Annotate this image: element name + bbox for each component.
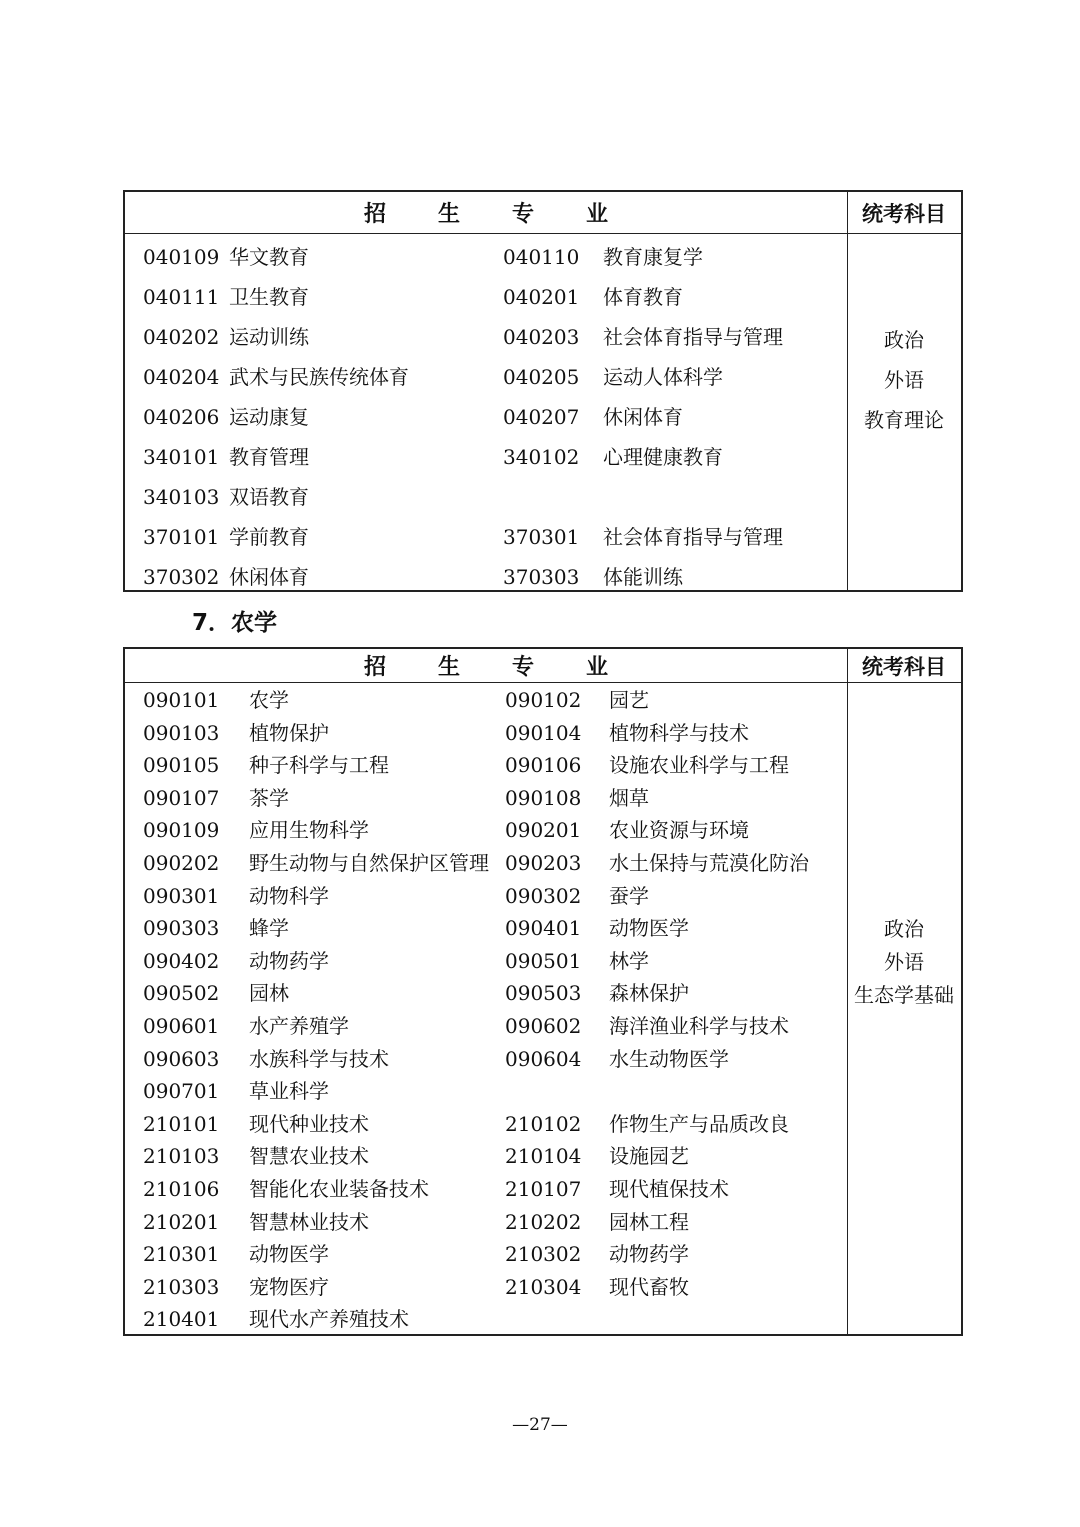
major-name: 学前教育 [229,525,309,549]
major-name: 现代畜牧 [609,1274,689,1299]
table-row [125,847,847,880]
major-code: 370302 [143,565,220,589]
major-name: 智慧农业技术 [249,1144,369,1169]
table-row [125,684,847,717]
subject-education-theory: 教育理论 [864,408,944,432]
major-name: 设施园艺 [609,1144,689,1169]
major-code: 210101 [143,1111,220,1136]
major-code: 040203 [503,325,580,349]
table-row [125,912,847,945]
table-row [125,517,847,557]
table-row [125,237,847,277]
major-code: 040201 [503,285,580,309]
table-row [125,1108,847,1141]
major-code: 090202 [143,851,220,875]
major-code: 090601 [143,1014,220,1038]
page-number: —27— [512,1415,568,1435]
major-code: 340103 [143,485,220,509]
major-name: 现代种业技术 [249,1111,369,1136]
table-row [125,1043,847,1076]
major-code: 210103 [143,1144,220,1169]
table-row [125,397,847,437]
header-majors: 招 生 专 业 [363,202,609,227]
section-title: 7．农学 [192,610,278,636]
major-name: 茶学 [249,785,289,810]
major-name: 种子科学与工程 [249,753,389,778]
major-code: 090602 [505,1014,582,1038]
major-code: 090101 [143,688,220,712]
major-code: 210104 [505,1144,582,1169]
major-name: 智慧林业技术 [249,1209,369,1234]
major-name: 教育康复学 [603,245,703,269]
major-code: 370303 [503,565,580,589]
major-name: 水产养殖学 [249,1014,349,1038]
major-name: 华文教育 [229,245,309,269]
major-code: 090501 [505,948,582,973]
major-name: 动物科学 [249,883,329,908]
major-code: 090201 [505,818,582,843]
major-code: 090503 [505,981,582,1006]
major-name: 蜂学 [249,916,289,941]
table-row [125,1238,847,1271]
table-row [125,277,847,317]
major-code: 090301 [143,883,220,908]
table-row [125,317,847,357]
major-name: 森林保护 [609,981,689,1006]
table-row [125,437,847,477]
major-name: 作物生产与品质改良 [609,1111,789,1136]
table-row [125,557,847,597]
subject-foreign-language: 外语 [884,950,924,974]
major-name: 农业资源与环境 [609,818,749,843]
table-row [125,1140,847,1173]
table-agriculture [123,647,963,1336]
table-row [125,357,847,397]
major-code: 210202 [505,1209,582,1234]
exam-subjects [847,320,961,440]
major-name: 教育管理 [229,445,309,469]
subject-foreign-language: 外语 [884,368,924,392]
major-name: 农学 [249,688,289,712]
major-name: 海洋渔业科学与技术 [609,1014,789,1038]
major-code: 090102 [505,688,582,712]
major-name: 应用生物科学 [249,818,369,843]
table-row [125,945,847,978]
major-code: 370101 [143,525,220,549]
major-code: 040110 [503,245,580,269]
major-name: 烟草 [609,785,649,810]
major-code: 090604 [505,1046,582,1071]
header-exam-subjects: 统考科目 [862,201,946,226]
major-code: 370301 [503,525,580,549]
major-code: 090106 [505,753,582,778]
major-code: 090303 [143,916,220,941]
major-name: 社会体育指导与管理 [603,325,783,349]
major-code: 210106 [143,1177,220,1201]
major-name: 园艺 [609,688,649,712]
header-exam-subjects: 统考科目 [862,654,946,679]
table-row [125,1173,847,1206]
table-row [125,880,847,913]
major-code: 090104 [505,720,582,745]
table-row [125,749,847,782]
table-education [123,190,963,592]
major-name: 休闲体育 [229,565,309,589]
major-name: 双语教育 [229,485,309,509]
major-code: 090105 [143,753,220,778]
table-row [125,717,847,750]
major-code: 210302 [505,1242,582,1267]
subject-ecology-basics: 生态学基础 [854,983,954,1007]
table-header [125,192,961,234]
major-name: 宠物医疗 [249,1274,329,1299]
major-name: 卫生教育 [229,285,309,309]
subject-politics: 政治 [884,917,924,941]
major-code: 090701 [143,1079,220,1104]
major-code: 090603 [143,1046,220,1071]
major-code: 090401 [505,916,582,941]
major-code: 210107 [505,1177,582,1201]
major-name: 野生动物与自然保护区管理 [249,851,489,875]
major-name: 水族科学与技术 [249,1046,389,1071]
major-code: 040202 [143,325,220,349]
major-code: 210303 [143,1274,220,1299]
major-name: 现代水产养殖技术 [249,1307,409,1332]
major-code: 210102 [505,1111,582,1136]
table-row [125,1010,847,1043]
major-name: 水生动物医学 [609,1046,729,1071]
major-code: 090103 [143,720,220,745]
major-name: 心理健康教育 [603,445,723,469]
major-code: 090302 [505,883,582,908]
major-name: 林学 [609,948,649,973]
major-name: 社会体育指导与管理 [603,525,783,549]
major-name: 体育教育 [603,285,683,309]
major-name: 智能化农业装备技术 [249,1177,429,1201]
major-code: 210401 [143,1307,220,1332]
major-name: 园林 [249,981,289,1006]
major-name: 运动训练 [229,325,309,349]
major-name: 动物药学 [249,948,329,973]
major-name: 植物保护 [249,720,329,745]
major-name: 休闲体育 [603,405,683,429]
major-name: 运动康复 [229,405,309,429]
subject-politics: 政治 [884,328,924,352]
table-row [125,1075,847,1108]
major-code: 090109 [143,818,220,843]
table-row [125,1303,847,1336]
exam-subjects [847,913,961,1012]
major-name: 体能训练 [603,565,683,589]
table-header [125,649,961,683]
major-name: 园林工程 [609,1209,689,1234]
major-code: 210201 [143,1209,220,1234]
major-name: 植物科学与技术 [609,720,749,745]
table-row [125,1206,847,1239]
major-name: 动物医学 [249,1242,329,1267]
major-code: 090107 [143,785,220,810]
header-majors: 招 生 专 业 [363,655,609,680]
table-row [125,814,847,847]
major-code: 090502 [143,981,220,1006]
major-name: 动物药学 [609,1242,689,1267]
major-code: 040205 [503,365,580,389]
major-code: 040207 [503,405,580,429]
table-row [125,782,847,815]
major-code: 090108 [505,785,582,810]
major-code: 090402 [143,948,220,973]
major-code: 340102 [503,445,580,469]
major-code: 040111 [143,285,220,309]
major-code: 210301 [143,1242,220,1267]
major-name: 武术与民族传统体育 [229,365,409,389]
major-name: 动物医学 [609,916,689,941]
major-name: 草业科学 [249,1079,329,1104]
table-row [125,977,847,1010]
table-row [125,477,847,517]
major-code: 340101 [143,445,220,469]
major-name: 蚕学 [609,883,649,908]
major-code: 090203 [505,851,582,875]
table-row [125,1271,847,1304]
major-name: 水土保持与荒漠化防治 [609,851,809,875]
major-code: 210304 [505,1274,582,1299]
major-code: 040206 [143,405,220,429]
major-code: 040109 [143,245,220,269]
major-code: 040204 [143,365,220,389]
major-name: 现代植保技术 [609,1177,729,1201]
major-name: 设施农业科学与工程 [609,753,789,778]
major-name: 运动人体科学 [603,365,723,389]
